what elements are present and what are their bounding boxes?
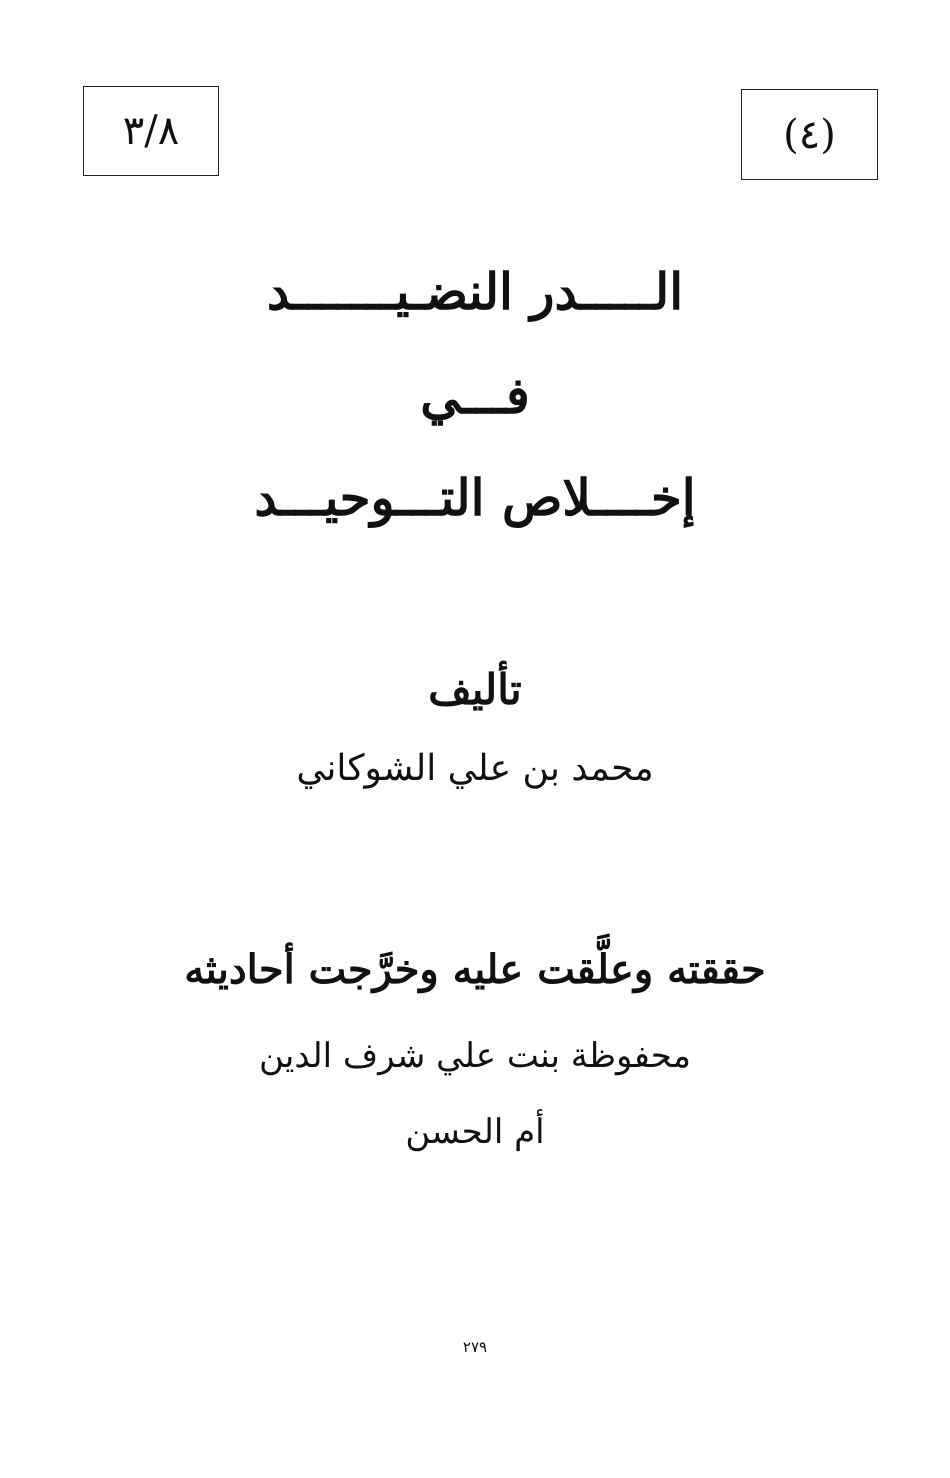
item-number-box bbox=[741, 89, 878, 180]
volume-reference: ٣/٨ bbox=[122, 108, 180, 154]
author-name: محمد بن علي الشوكاني bbox=[296, 748, 654, 789]
page-number: ٢٧٩ bbox=[462, 1338, 488, 1356]
item-number: (٤) bbox=[783, 111, 836, 158]
authorship-label: تأليف bbox=[428, 665, 522, 714]
book-title-line-3: إخــــلاص التـــوحيـــد bbox=[254, 468, 696, 527]
editor-name: محفوظة بنت علي شرف الدين bbox=[259, 1036, 691, 1076]
book-title-line-2: فـــي bbox=[420, 366, 530, 425]
editor-kunya: أم الحسن bbox=[405, 1112, 545, 1152]
editor-credit-label: حققته وعلَّقت عليه وخرَّجت أحاديثه bbox=[184, 946, 766, 993]
book-title-line-1: الـــــدر النضـيـــــــد bbox=[266, 262, 684, 321]
volume-reference-box bbox=[83, 86, 219, 176]
